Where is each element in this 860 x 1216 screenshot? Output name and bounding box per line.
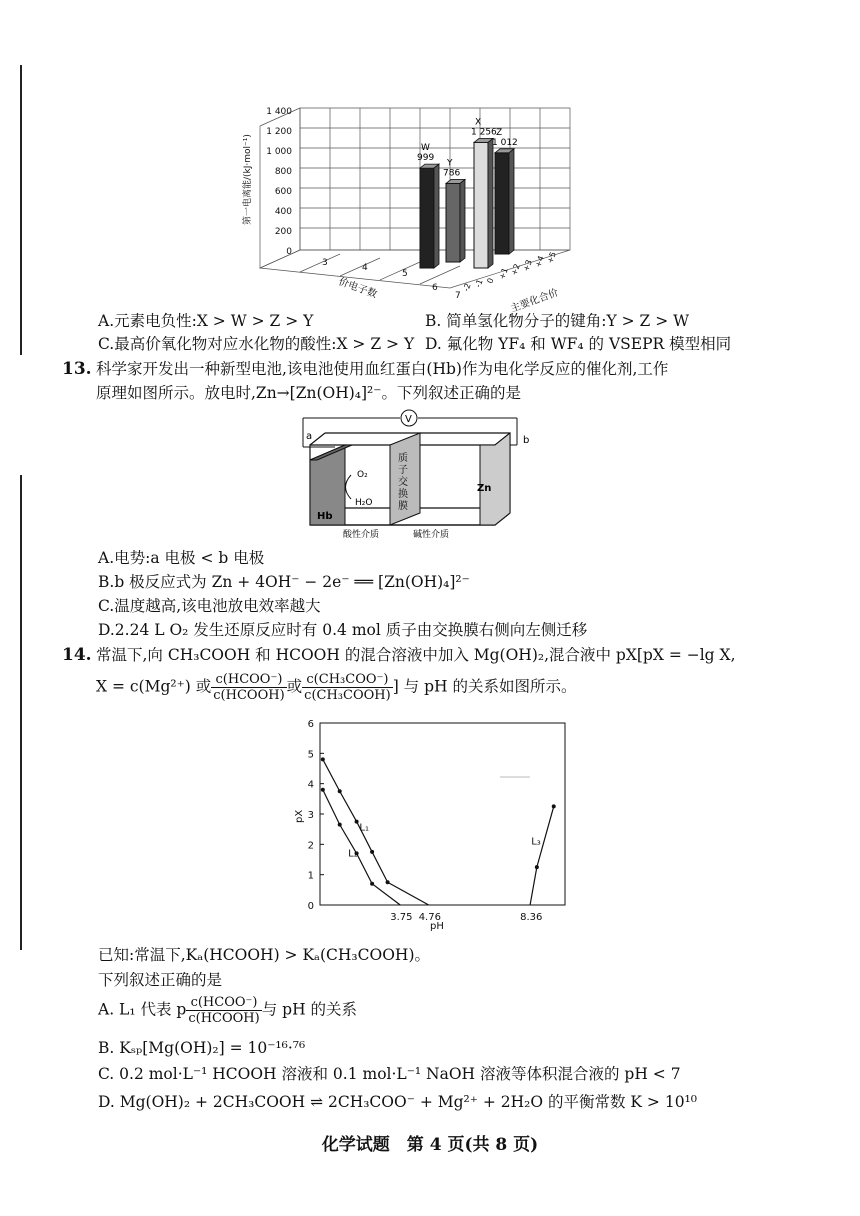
acid-medium-label: 酸性介质 — [343, 530, 380, 540]
q13-option-a: A.电势:a 电极 < b 电极 — [98, 549, 265, 567]
q13-option-b: B.b 极反应式为 Zn + 4OH⁻ − 2e⁻ ══ [Zn(OH)₄]²⁻ — [98, 573, 470, 591]
ox-tick: +5 — [545, 250, 558, 265]
bar-name-label: Y — [447, 158, 453, 169]
valence-tick: 4 — [362, 263, 368, 273]
y-tick: 5 — [307, 749, 314, 761]
y-tick: 1 — [307, 870, 314, 882]
valence-tick: 5 — [402, 269, 408, 279]
q14-option-a: A. L₁ 代表 p $\frac{\text{c(HCOO⁻)}}{\text{c(HCOOH)}}$ 与 pH 的关系 — [98, 995, 358, 1026]
y-tick: 3 — [307, 810, 314, 821]
binding-line — [20, 65, 22, 355]
membrane-label: 质子交换膜 — [398, 453, 408, 512]
y-tick: 1 200 — [266, 127, 292, 137]
ionization-energy-chart — [240, 100, 600, 315]
bar-name-label: Z — [496, 127, 503, 138]
y-tick-labels — [266, 107, 292, 257]
hb-label: Hb — [317, 511, 333, 522]
q13-option-d: D.2.24 L O₂ 发生还原反应时有 0.4 mol 质子由交换膜右侧向左侧迁移 — [98, 621, 588, 639]
y-axis-label: pX — [294, 809, 305, 823]
bar-X — [474, 138, 493, 268]
ox-tick: -2 — [461, 282, 473, 293]
data-point — [338, 823, 342, 827]
fraction-hcoo: $\frac{\text{c(HCOO⁻)}}{\text{c(HCOOH)}}$ — [213, 672, 285, 703]
bar-name-label: X — [475, 117, 482, 128]
bar-name-label: W — [421, 143, 430, 154]
y-tick: 6 — [307, 719, 314, 730]
x-tick: 3.75 — [390, 912, 413, 923]
bar-Z — [495, 149, 514, 254]
q12-option-c: C.最高价氧化物对应水化物的酸性:X > Z > Y — [98, 335, 415, 353]
q14-known: 已知:常温下,Kₐ(HCOOH) > Kₐ(CH₃COOH)。 — [98, 946, 430, 964]
q14-number: 14. — [62, 645, 92, 665]
y-tick: 800 — [274, 167, 292, 177]
q14-option-d: D. Mg(OH)₂ + 2CH₃COOH ⇌ 2CH₃COO⁻ + Mg²⁺ + 2H₂O 的平衡常数 K > 10¹⁰ — [98, 1093, 697, 1111]
bar-value-label: 1 012 — [492, 137, 518, 148]
data-point — [321, 788, 325, 792]
data-point — [321, 757, 325, 761]
ox-tick: +2 — [509, 262, 522, 277]
battery-diagram — [295, 405, 545, 545]
valence-tick: 7 — [455, 291, 461, 301]
q14-stem-line2: X = c(Mg²⁺) 或 $\frac{\text{c(HCOO⁻)}}{\text{c(HCOOH)}}$ 或 $\frac{\text{c(CH₃COO⁻)}}{\text{c(CH₃COOH)}}$ ] 与 pH 的关系如图所示。 — [96, 672, 577, 703]
series-label: L₃ — [531, 836, 541, 848]
q12-option-d: D. 氟化物 YF₄ 和 WF₄ 的 VSEPR 模型相同 — [425, 335, 732, 353]
binding-line — [20, 475, 22, 950]
y-tick: 2 — [307, 840, 314, 852]
voltmeter-label: V — [405, 414, 412, 425]
q13-stem-line1: 科学家开发出一种新型电池,该电池使用血红蛋白(Hb)作为电化学反应的催化剂,工作 — [96, 360, 669, 378]
y-tick: 0 — [307, 901, 314, 912]
x-tick: 8.36 — [520, 912, 543, 923]
y-tick: 1 400 — [266, 107, 292, 117]
q14-ask: 下列叙述正确的是 — [98, 971, 223, 989]
ox-tick: +1 — [497, 266, 510, 281]
zn-electrode — [480, 433, 510, 525]
bar-value-label: 999 — [417, 153, 435, 164]
data-point — [370, 882, 374, 886]
data-point — [338, 789, 342, 793]
ox-tick: +4 — [533, 254, 546, 269]
q13-option-c: C.温度越高,该电池放电效率越大 — [98, 597, 321, 615]
px-ph-chart — [290, 715, 570, 935]
ox-tick: 0 — [485, 276, 496, 285]
y-axis-label: 第一电离能/(kJ·mol⁻¹) — [243, 134, 253, 225]
y-tick: 200 — [274, 227, 292, 237]
o2-label: O₂ — [357, 470, 368, 480]
data-point — [386, 880, 390, 884]
bar-W — [420, 164, 439, 268]
y-tick: 400 — [274, 207, 292, 217]
q12-option-a: A.元素电负性:X > W > Z > Y — [98, 312, 314, 330]
electrode-a-label: a — [306, 431, 313, 442]
x-axis-label-valence: 价电子数 — [336, 276, 379, 301]
base-medium-label: 碱性介质 — [413, 530, 450, 540]
ox-tick: -1 — [473, 278, 485, 289]
ox-tick: +3 — [521, 258, 534, 273]
chart-grid — [260, 108, 570, 288]
electrode-b-label: b — [523, 435, 530, 446]
bar-value-label: 1 256 — [471, 127, 497, 138]
valence-tick: 3 — [322, 258, 328, 268]
q14-option-c: C. 0.2 mol·L⁻¹ HCOOH 溶液和 0.1 mol·L⁻¹ NaOH 溶液等体积混合液的 pH < 7 — [98, 1065, 681, 1083]
q14-stem-line1: 常温下,向 CH₃COOH 和 HCOOH 的混合溶液中加入 Mg(OH)₂,混合液中 pX[pX = −lg X, — [96, 646, 736, 664]
series-3 — [530, 804, 556, 905]
q13-stem-line2: 原理如图所示。放电时,Zn→[Zn(OH)₄]²⁻。下列叙述正确的是 — [96, 384, 521, 402]
series-1 — [321, 757, 429, 905]
page-footer: 化学试题 第 4 页(共 8 页) — [321, 1135, 539, 1155]
x-tick: 4.76 — [418, 912, 441, 923]
series-2 — [321, 788, 400, 905]
data-point — [370, 850, 374, 854]
x-axis-label-oxidation: 主要化合价 — [509, 287, 561, 315]
bar-value-label: 786 — [443, 168, 461, 179]
x-axis-label: pH — [430, 921, 444, 932]
q12-option-b: B. 简单氢化物分子的键角:Y > Z > W — [425, 312, 690, 330]
valence-tick: 6 — [432, 283, 438, 293]
series-label: L₂ — [348, 848, 358, 860]
fraction-ch3coo: $\frac{\text{c(CH₃COO⁻)}}{\text{c(CH₃COOH)}}$ — [304, 672, 391, 703]
h2o-label: H₂O — [355, 498, 373, 508]
y-tick: 0 — [286, 247, 292, 257]
data-point — [552, 804, 556, 808]
y-tick: 1 000 — [266, 147, 292, 157]
data-point — [355, 820, 359, 824]
zn-label: Zn — [477, 483, 492, 494]
q13-number: 13. — [62, 359, 92, 379]
y-tick: 4 — [307, 779, 314, 791]
series-label: L₁ — [359, 822, 370, 834]
q14-option-b: B. Kₛₚ[Mg(OH)₂] = 10⁻¹⁶·⁷⁶ — [98, 1039, 306, 1057]
data-point — [535, 865, 539, 869]
y-tick: 600 — [274, 187, 292, 197]
bar-Y — [446, 179, 465, 262]
